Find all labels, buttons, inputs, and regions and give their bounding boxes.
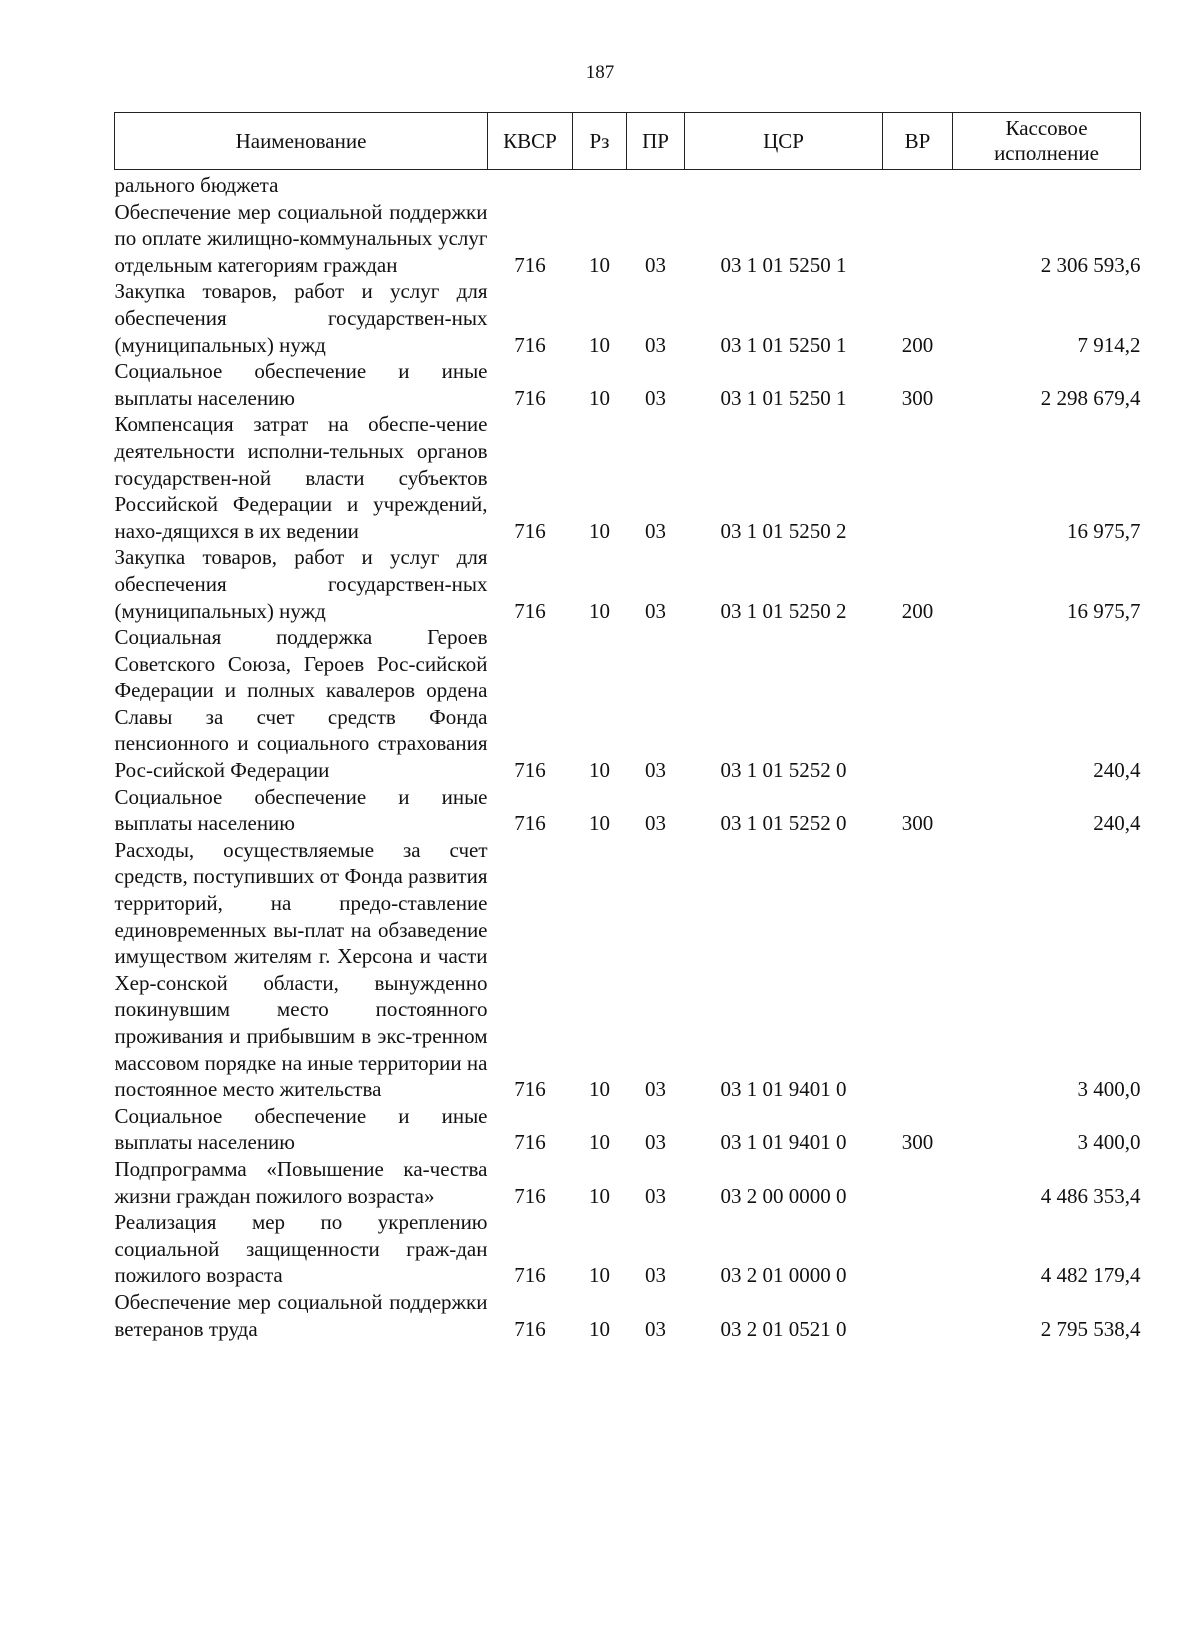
row-sum: 2 795 538,4 <box>1040 1316 1141 1341</box>
page-number: 187 <box>585 62 615 83</box>
row-sum: 3 400,0 <box>1077 1077 1141 1102</box>
row-vr: 300 <box>901 385 934 410</box>
row-rz: 10 <box>589 1183 610 1208</box>
row-vr <box>883 1289 953 1342</box>
row-vr: 300 <box>901 811 934 836</box>
header-kvsr: КВСР <box>488 113 573 170</box>
row-pr: 03 <box>645 385 666 410</box>
row-sum: 2 306 593,6 <box>1040 252 1141 277</box>
row-rz: 10 <box>589 1130 610 1155</box>
row-rz: 10 <box>589 811 610 836</box>
row-sum: 16 975,7 <box>1067 598 1141 623</box>
header-name: Наименование <box>115 113 488 170</box>
row-name: рального бюджета <box>114 173 279 197</box>
table-row <box>115 1209 1141 1289</box>
table-row <box>115 170 1141 199</box>
row-csr: 03 2 00 0000 0 <box>720 1183 847 1208</box>
row-csr: 03 2 01 0521 0 <box>720 1316 847 1341</box>
row-rz: 10 <box>589 1263 610 1288</box>
row-vr: 200 <box>901 332 934 357</box>
row-rz: 10 <box>589 252 610 277</box>
row-csr: 03 1 01 5250 1 <box>720 252 847 277</box>
table-row <box>115 199 1141 279</box>
header-vr: ВР <box>883 113 953 170</box>
row-rz: 10 <box>589 1077 610 1102</box>
row-csr: 03 1 01 5252 0 <box>720 811 847 836</box>
table-row <box>115 1289 1141 1342</box>
row-vr: 200 <box>901 598 934 623</box>
row-sum <box>953 170 1141 199</box>
row-pr: 03 <box>645 598 666 623</box>
row-kvsr: 716 <box>514 1130 546 1155</box>
row-pr: 03 <box>645 1316 666 1341</box>
row-vr: 300 <box>901 1130 934 1155</box>
table-row <box>115 1103 1141 1156</box>
table-row <box>115 411 1141 544</box>
row-name: Реализация мер по укреплению социальной защищенности граж-дан пожилого возраста <box>114 1210 488 1288</box>
row-name: Закупка товаров, работ и услуг для обеспечения государствен-ных (муниципальных) нужд <box>114 279 488 357</box>
row-rz: 10 <box>589 518 610 543</box>
row-csr: 03 1 01 9401 0 <box>720 1077 847 1102</box>
row-pr: 03 <box>645 1077 666 1102</box>
row-kvsr: 716 <box>514 598 546 623</box>
row-kvsr: 716 <box>514 518 546 543</box>
row-vr <box>883 170 953 199</box>
table-row <box>115 358 1141 411</box>
row-pr <box>627 170 685 199</box>
row-kvsr: 716 <box>514 385 546 410</box>
row-vr <box>883 199 953 279</box>
row-name: Закупка товаров, работ и услуг для обеспечения государствен-ных (муниципальных) нужд <box>114 545 488 623</box>
row-pr: 03 <box>645 758 666 783</box>
row-rz <box>573 170 627 199</box>
row-name: Социальное обеспечение и иные выплаты населению <box>114 359 488 410</box>
row-sum: 4 482 179,4 <box>1040 1263 1141 1288</box>
table-row <box>115 544 1141 624</box>
row-pr: 03 <box>645 1183 666 1208</box>
table-row <box>115 278 1141 358</box>
row-csr: 03 2 01 0000 0 <box>720 1263 847 1288</box>
table-row <box>115 784 1141 837</box>
row-sum: 16 975,7 <box>1067 518 1141 543</box>
row-kvsr: 716 <box>514 332 546 357</box>
header-csr: ЦСР <box>685 113 883 170</box>
row-vr <box>883 837 953 1103</box>
row-name: Подпрограмма «Повышение ка-чества жизни граждан пожилого возраста» <box>114 1156 488 1208</box>
row-pr: 03 <box>645 252 666 277</box>
row-name: Социальная поддержка Героев Советского Союза, Героев Рос-сийской Федерации и полных кавалеров ордена Славы за счет средств Фонда пенсионного и социального страхования Рос-сийской Федерации <box>114 625 488 783</box>
row-sum: 2 298 679,4 <box>1040 385 1141 410</box>
row-pr: 03 <box>645 1263 666 1288</box>
row-pr: 03 <box>645 518 666 543</box>
row-name: Социальное обеспечение и иные выплаты населению <box>114 1103 488 1155</box>
row-vr <box>883 411 953 544</box>
row-sum: 4 486 353,4 <box>1040 1183 1141 1208</box>
row-csr: 03 1 01 5250 1 <box>720 385 847 410</box>
row-vr <box>883 1209 953 1289</box>
row-rz: 10 <box>589 598 610 623</box>
row-rz: 10 <box>589 1316 610 1341</box>
row-rz: 10 <box>589 385 610 410</box>
header-sum: Кассовое исполнение <box>953 113 1141 170</box>
row-kvsr: 716 <box>514 811 546 836</box>
row-name: Социальное обеспечение и иные выплаты населению <box>114 784 488 836</box>
row-pr: 03 <box>645 811 666 836</box>
row-kvsr: 716 <box>514 1077 546 1102</box>
row-kvsr <box>488 170 573 199</box>
row-kvsr: 716 <box>514 1263 546 1288</box>
row-kvsr: 716 <box>514 252 546 277</box>
row-name: Обеспечение мер социальной поддержки ветеранов труда <box>114 1289 488 1341</box>
table-row <box>115 624 1141 784</box>
row-rz: 10 <box>589 332 610 357</box>
table-row <box>115 837 1141 1103</box>
row-rz: 10 <box>589 758 610 783</box>
row-pr: 03 <box>645 1130 666 1155</box>
table-row <box>115 1156 1141 1209</box>
row-csr: 03 1 01 5250 1 <box>720 332 847 357</box>
row-csr: 03 1 01 9401 0 <box>720 1130 847 1155</box>
row-sum: 7 914,2 <box>1077 332 1141 357</box>
row-pr: 03 <box>645 332 666 357</box>
row-sum: 240,4 <box>1093 758 1141 783</box>
row-kvsr: 716 <box>514 1316 546 1341</box>
row-name: Компенсация затрат на обеспе-чение деятельности исполни-тельных органов государствен-ной власти субъектов Российской Федерации и учреждений, нахо-дящихся в их ведении <box>114 412 488 543</box>
row-name: Расходы, осуществляемые за счет средств, поступивших от Фонда развития территорий, на предо-ставление единовременных вы-плат на обзаведение имуществом жителям г. Херсона и части Хер-сонской области, вынужденно покинувшим место постоянного проживания и прибывшим в экс-тренном массовом порядке на иные территории на постоянное место жительства <box>114 837 488 1102</box>
row-name: Обеспечение мер социальной поддержки по оплате жилищно-коммунальных услуг отдельным категориям граждан <box>114 199 488 277</box>
row-csr <box>685 170 883 199</box>
header-rz: Рз <box>573 113 627 170</box>
header-pr: ПР <box>627 113 685 170</box>
row-vr <box>883 1156 953 1209</box>
row-csr: 03 1 01 5252 0 <box>720 758 847 783</box>
budget-table <box>114 112 1141 1342</box>
row-kvsr: 716 <box>514 758 546 783</box>
row-sum: 3 400,0 <box>1077 1130 1141 1155</box>
row-sum: 240,4 <box>1093 811 1141 836</box>
table-body <box>115 170 1141 1343</box>
row-csr: 03 1 01 5250 2 <box>720 598 847 623</box>
table-header <box>115 113 1141 170</box>
row-kvsr: 716 <box>514 1183 546 1208</box>
row-vr <box>883 624 953 784</box>
row-csr: 03 1 01 5250 2 <box>720 518 847 543</box>
